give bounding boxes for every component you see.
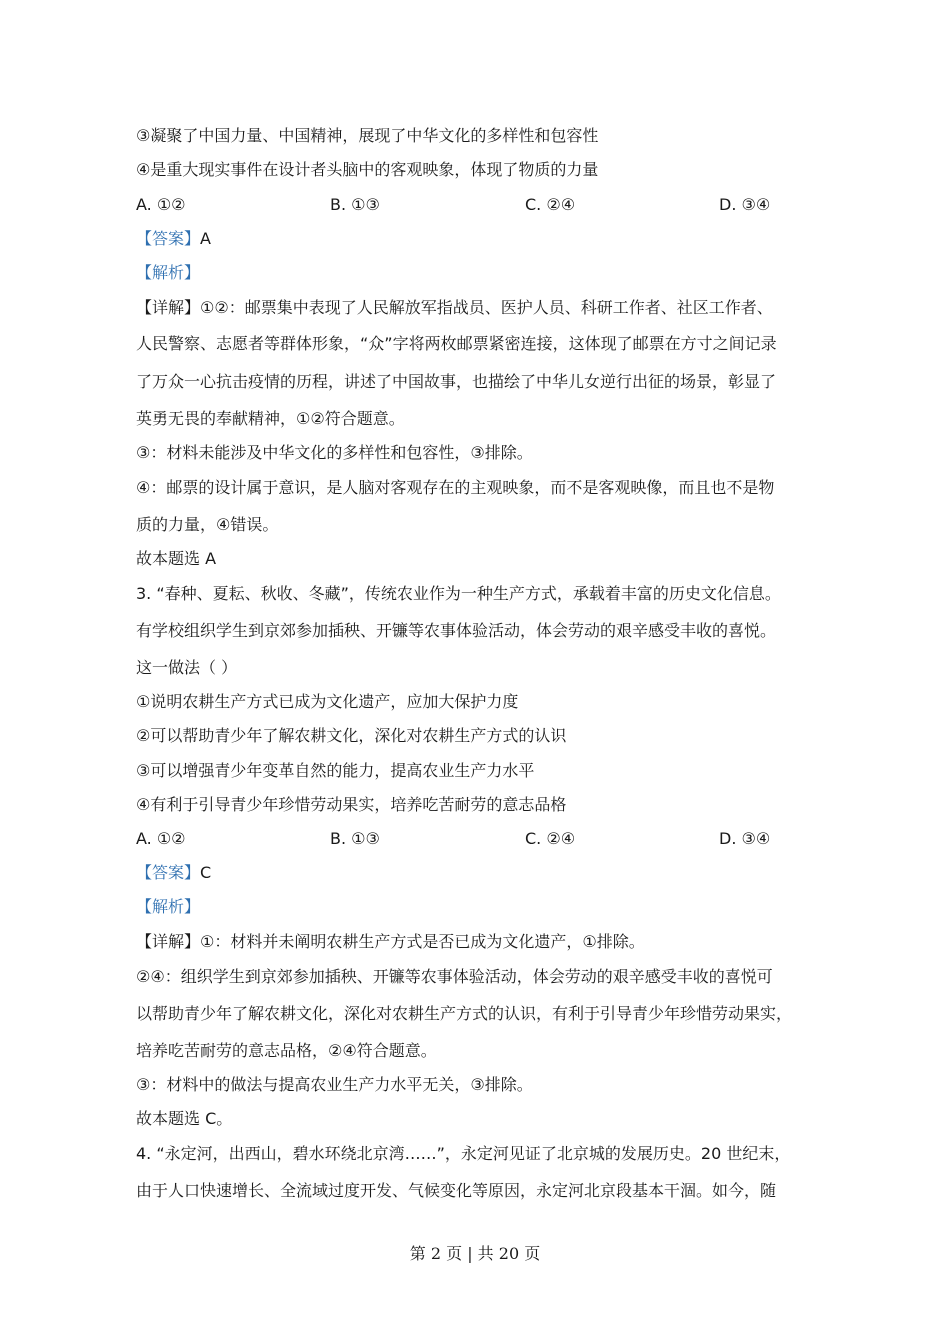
q4-stem-line-1: 4. “永定河，出西山，碧水环绕北京湾……”，永定河见证了北京城的发展历史。20 世纪末， — [136, 1144, 791, 1163]
q3-conclusion: 故本题选 C。 — [136, 1109, 233, 1128]
q2-detail-line-3: 了万众一心抗击疫情的历程，讲述了中国故事，也描绘了中华儿女逆行出征的场景，彰显了 — [136, 372, 777, 391]
q3-detail-line-5: ③：材料中的做法与提高农业生产力水平无关，③排除。 — [136, 1075, 533, 1094]
q3-choice-a: A. ①② — [136, 829, 186, 848]
q2-option-3: ③凝聚了中国力量、中国精神，展现了中华文化的多样性和包容性 — [136, 126, 599, 145]
q3-detail-line-2: ②④：组织学生到京郊参加插秧、开镰等农事体验活动，体会劳动的艰辛感受丰收的喜悦可 — [136, 967, 773, 986]
q3-option-4: ④有利于引导青少年珍惜劳动果实，培养吃苦耐劳的意志品格 — [136, 795, 567, 814]
q2-choice-a: A. ①② — [136, 195, 186, 214]
q2-detail-line-2: 人民警察、志愿者等群体形象，“众”字将两枚邮票紧密连接，这体现了邮票在方寸之间记录 — [136, 334, 777, 353]
q2-choice-c: C. ②④ — [525, 195, 576, 214]
q3-choice-c: C. ②④ — [525, 829, 576, 848]
q2-answer — [136, 227, 826, 251]
answer-value: C — [200, 863, 212, 882]
page-footer: 第 2 页 | 共 20 页 — [409, 1244, 541, 1263]
q3-stem-line-3: 这一做法（ ） — [136, 658, 238, 677]
answer-label: 【答案】 — [136, 863, 201, 882]
q2-detail-line-7: 质的力量，④错误。 — [136, 515, 279, 534]
answer-value: A — [200, 229, 211, 248]
q3-detail-line-3: 以帮助青少年了解农耕文化，深化对农耕生产方式的认识，有利于引导青少年珍惜劳动果实， — [136, 1004, 793, 1023]
q3-choice-b: B. ①③ — [330, 829, 380, 848]
q2-conclusion: 故本题选 A — [136, 549, 217, 568]
q2-choice-b: B. ①③ — [330, 195, 380, 214]
q4-stem-line-2: 由于人口快速增长、全流域过度开发、气候变化等原因，永定河北京段基本干涸。如今，随 — [136, 1181, 777, 1200]
q2-detail-line-5: ③：材料未能涉及中华文化的多样性和包容性，③排除。 — [136, 443, 533, 462]
q3-option-1: ①说明农耕生产方式已成为文化遗产，应加大保护力度 — [136, 692, 519, 711]
q2-choice-d: D. ③④ — [719, 195, 771, 214]
q3-stem-line-1: 3. “春种、夏耘、秋收、冬藏”，传统农业作为一种生产方式，承载着丰富的历史文化信息。 — [136, 584, 781, 603]
q3-option-2: ②可以帮助青少年了解农耕文化，深化对农耕生产方式的认识 — [136, 726, 567, 745]
q2-choices — [136, 193, 836, 217]
q2-option-4: ④是重大现实事件在设计者头脑中的客观映象，体现了物质的力量 — [136, 160, 599, 179]
q3-answer — [136, 861, 826, 885]
analysis-label: 【解析】 — [136, 897, 201, 916]
q3-detail-line-1 — [136, 930, 826, 954]
q3-option-3: ③可以增强青少年变革自然的能力，提高农业生产力水平 — [136, 761, 535, 780]
q2-analysis — [136, 261, 826, 285]
q3-detail-line-4: 培养吃苦耐劳的意志品格，②④符合题意。 — [136, 1041, 437, 1060]
q2-detail-line-4: 英勇无畏的奉献精神，①②符合题意。 — [136, 409, 405, 428]
q2-detail-line-6: ④：邮票的设计属于意识，是人脑对客观存在的主观映象，而不是客观映像，而且也不是物 — [136, 478, 775, 497]
detail-label: 【详解】 — [136, 932, 201, 951]
q3-choice-d: D. ③④ — [719, 829, 771, 848]
q3-stem-line-2: 有学校组织学生到京郊参加插秧、开镰等农事体验活动，体会劳动的艰辛感受丰收的喜悦。 — [136, 621, 777, 640]
q3-choices — [136, 827, 836, 851]
analysis-label: 【解析】 — [136, 263, 201, 282]
q3-analysis — [136, 895, 826, 919]
detail-text: ①②：邮票集中表现了人民解放军指战员、医护人员、科研工作者、社区工作者、 — [200, 298, 773, 317]
detail-label: 【详解】 — [136, 298, 201, 317]
detail-text: ①：材料并未阐明农耕生产方式是否已成为文化遗产，①排除。 — [200, 932, 645, 951]
q2-detail-line-1 — [136, 296, 826, 320]
answer-label: 【答案】 — [136, 229, 201, 248]
